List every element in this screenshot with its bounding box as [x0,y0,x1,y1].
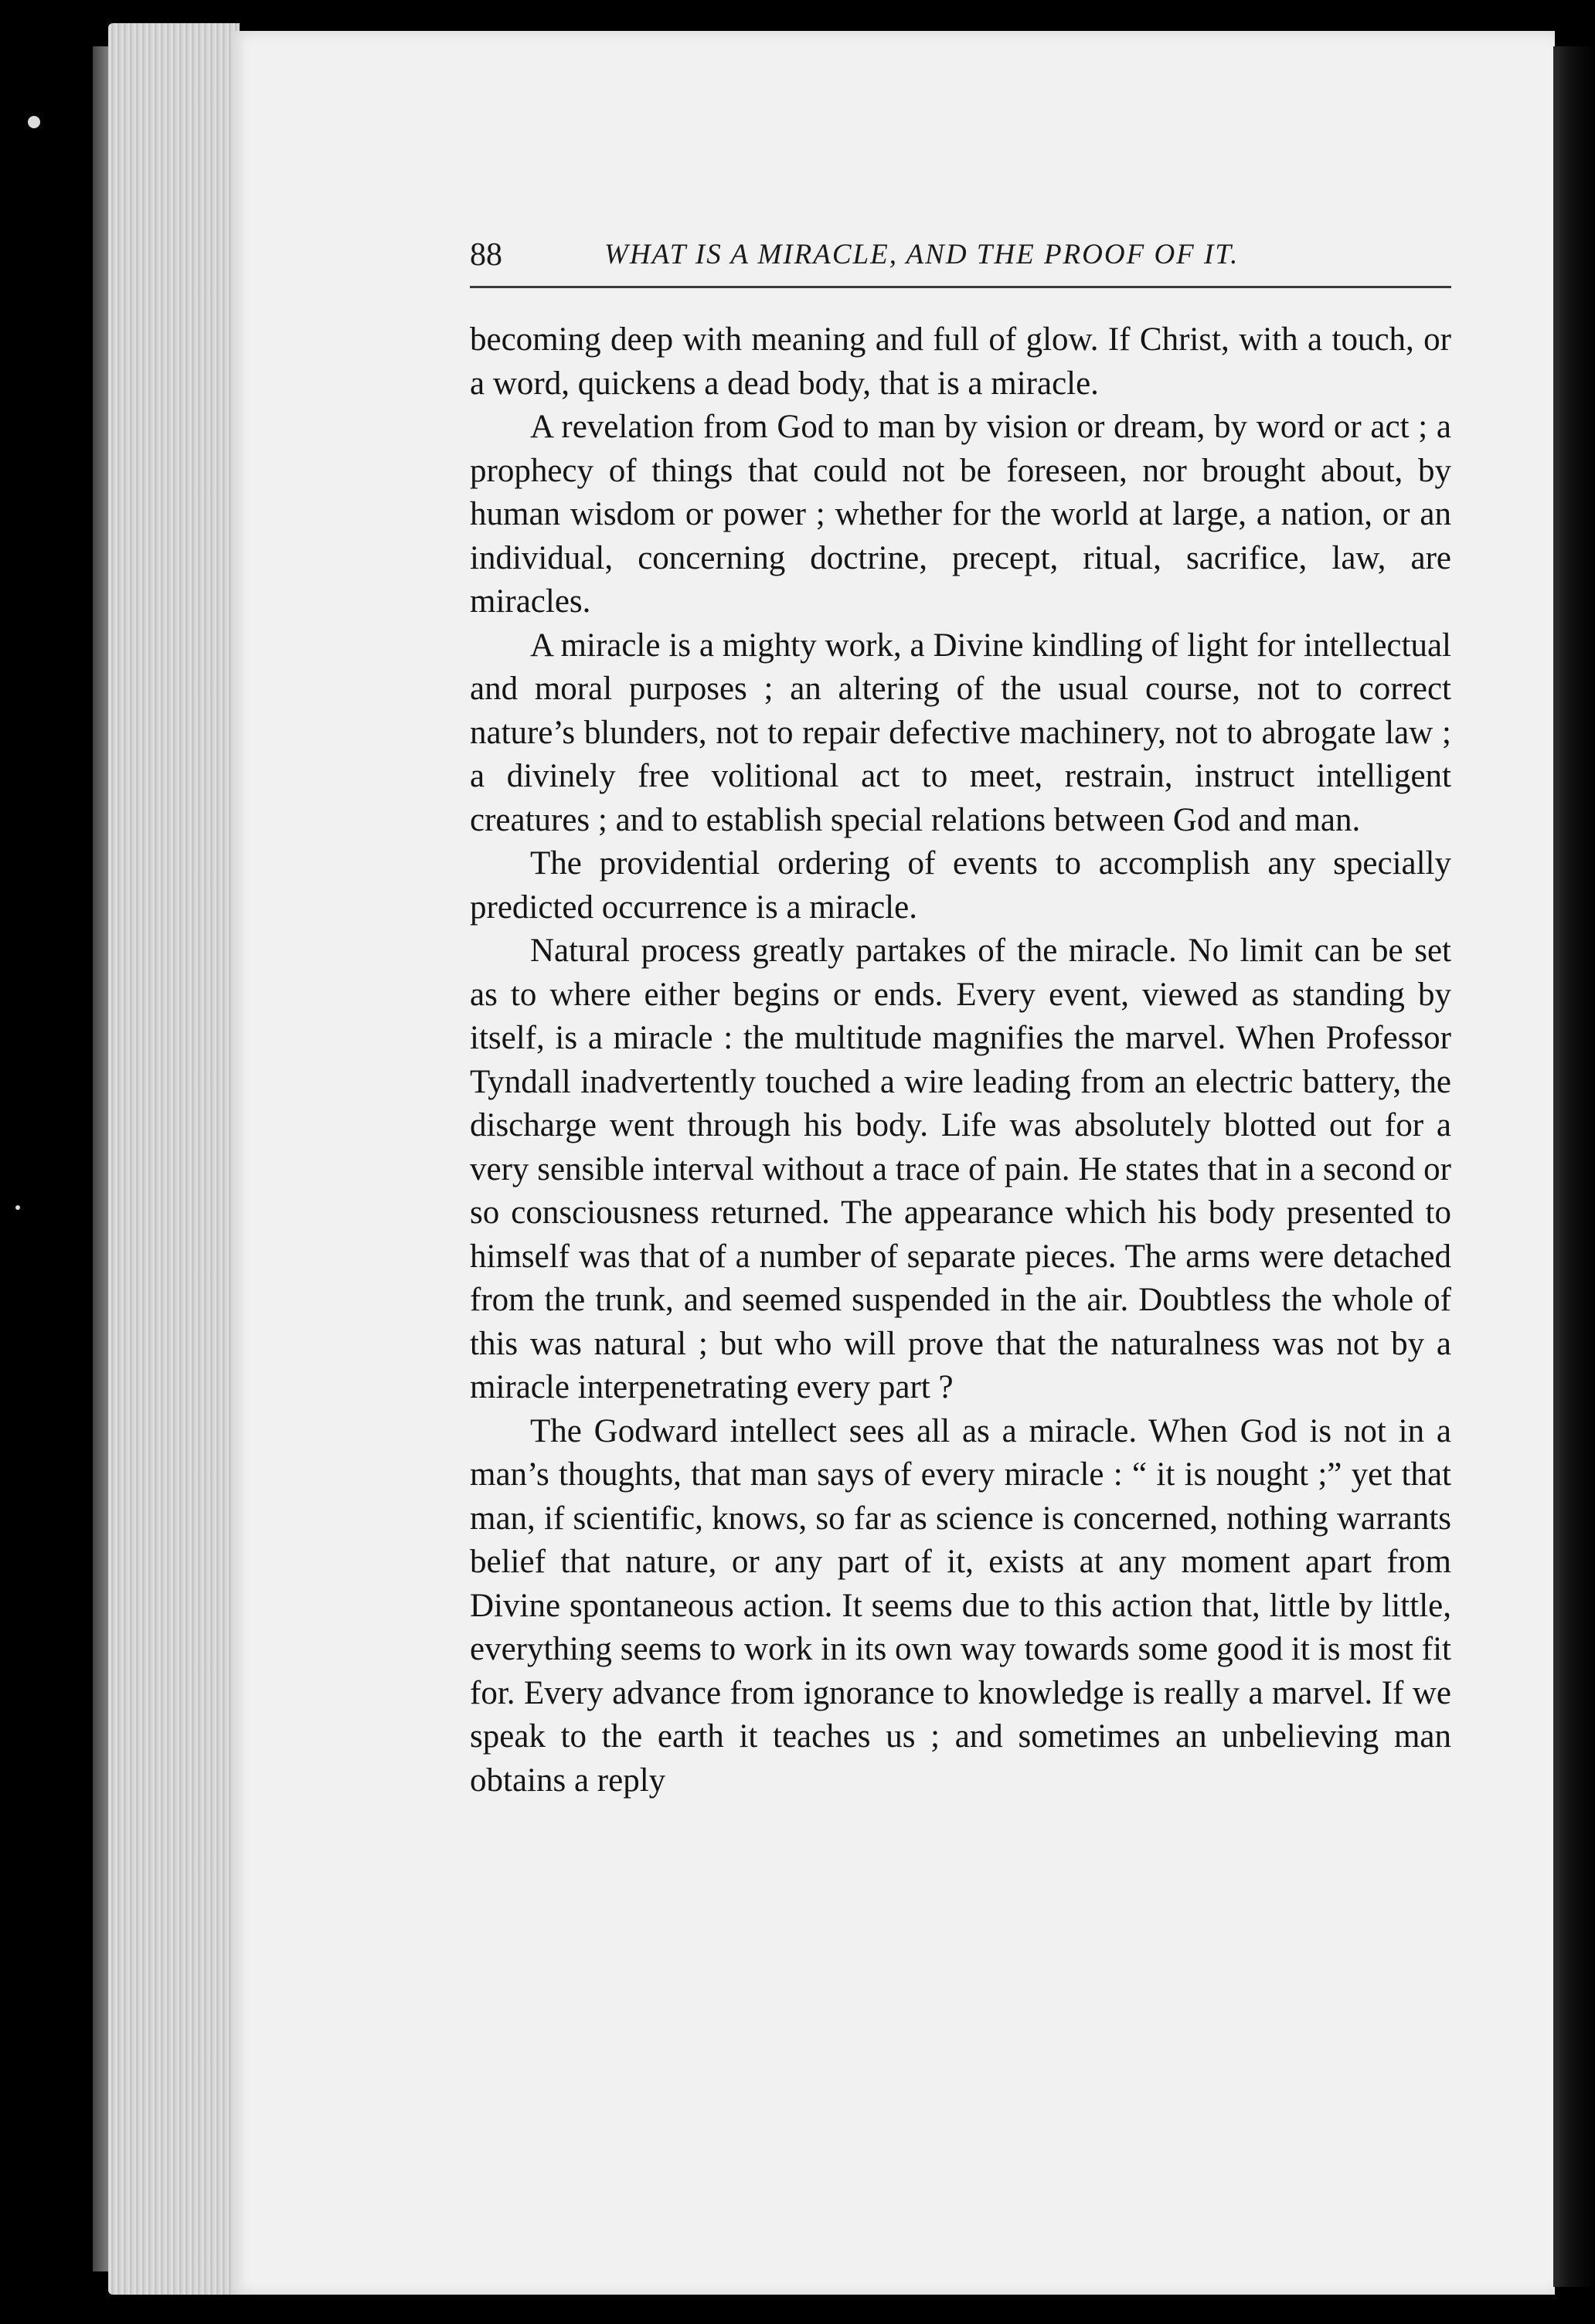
page-header [470,232,1451,288]
paragraph: Natural process greatly partakes of the miracle. No limit can be set as to where either begins or ends. Every event, viewed as standing by itself, is a miracle : the multitude magnifies the marvel. When Professor Tyndall inadvertently touched a wire leading from an electric battery, the discharge went through his body. Life was absolutely blotted out for a very sensible interval without a trace of pain. He states that in a second or so consciousness returned. The appearance which his body presented to himself was that of a number of separate pieces. The arms were detached from the trunk, and seemed suspended in the air. Doubtless the whole of this was natural ; but who will prove that the naturalness was not by a miracle interpenetrating every part ? [470,933,1451,1405]
dust-speck [15,1205,20,1210]
page-right-edge [1553,46,1595,2287]
dust-speck [28,116,40,128]
paragraph: A revelation from God to man by vision or dream, by word or act ; a prophecy of things that could not be foreseen, nor brought about, by human wisdom or power ; whether for the world at large, a nation, or an individual, concerning doctrine, precept, ritual, sacrifice, law, are miracles. [470,409,1451,620]
paragraph: The providential ordering of events to accomplish any specially predicted occurrence is a miracle. [470,845,1451,926]
body-text [470,318,1451,1802]
running-title: WHAT IS A MIRACLE, AND THE PROOF OF IT. [604,239,1240,270]
paragraph: A miracle is a mighty work, a Divine kindling of light for intellectual and moral purposes ; an altering of the usual course, not to correct nature’s blunders, not to repair defective machinery, not to abrogate law ; a divinely free volitional act to meet, restrain, instruct intelligent creatures ; and to establish special relations between God and man. [470,627,1451,838]
page-number: 88 [470,237,502,273]
paragraph: The Godward intellect sees all as a miracle. When God is not in a man’s thoughts, that man says of every miracle : “ it is nought ;” yet that man, if scientific, knows, so far as science is concerned, nothing warrants belief that nature, or any part of it, exists at any moment apart from Divine spontaneous action. It seems due to this action that, little by little, everything seems to work in its own way towards some good it is most fit for. Every advance from ignorance to knowledge is really a marvel. If we speak to the earth it teaches us ; and sometimes an unbelieving man obtains a reply [470,1412,1451,1799]
stacked-page-edges [108,23,240,2295]
paragraph: becoming deep with meaning and full of glow. If Christ, with a touch, or a word, quickens a dead body, that is a miracle. [470,321,1451,402]
